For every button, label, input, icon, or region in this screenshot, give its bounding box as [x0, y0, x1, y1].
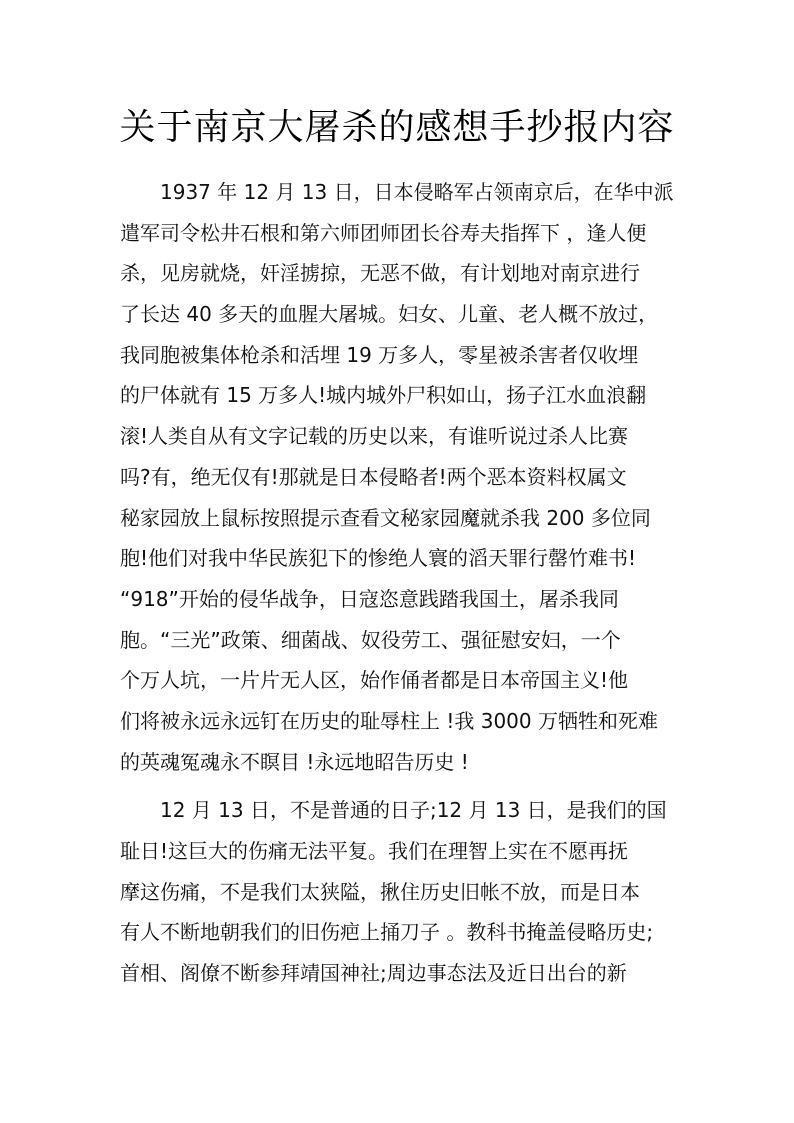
- text-line: 1937 年 12 月 13 日，日本侵略军占领南京后，在华中派: [120, 180, 674, 204]
- text-line: 首相、阁僚不断参拜靖国神社;周边事态法及近日出台的新: [120, 961, 627, 986]
- paragraph-spacer: [120, 782, 686, 790]
- text-line: 的英魂冤魂永不瞑目 !永远地昭告历史 !: [120, 749, 469, 774]
- text-line: 了长达 40 多天的血腥大屠城。妇女、儿童、老人概不放过，: [120, 302, 659, 327]
- text-line: 们将被永远永远钉在历史的耻辱柱上 !我 3000 万牺牲和死难: [120, 708, 658, 733]
- document-body: [120, 172, 686, 994]
- text-line: 摩这伤痛，不是我们太狭隘，揪住历史旧帐不放，而是日本: [120, 879, 640, 904]
- text-line: 秘家园放上鼠标按照提示查看文秘家园魔就杀我 200 多位同: [120, 505, 651, 530]
- text-line: “918”开始的侵华战争，日寇恣意践踏我国土，屠杀我同: [120, 586, 619, 611]
- text-line: 有人不断地朝我们的旧伤疤上捅刀子 。教科书掩盖侵略历史;: [120, 920, 654, 945]
- text-line: 滚!人类自从有文字记载的历史以来，有谁听说过杀人比赛: [120, 424, 629, 449]
- text-line: 吗?有，绝无仅有!那就是日本侵略者!两个恶本资料权属文: [120, 464, 627, 489]
- text-line: 的尸体就有 15 万多人!城内城外尸积如山，扬子江水血浪翻: [120, 383, 647, 408]
- paragraph: [120, 172, 686, 782]
- text-line: 我同胞被集体枪杀和活埋 19 万多人，零星被杀害者仅收埋: [120, 342, 639, 367]
- text-line: 遣军司令松井石根和第六师团师团长谷寿夫指挥下 ，逢人便: [120, 220, 647, 245]
- page-title: 关于南京大屠杀的感想手抄报内容: [119, 107, 675, 148]
- text-line: 个万人坑，一片片无人区，始作俑者都是日本帝国主义!他: [120, 668, 629, 693]
- text-line: 杀，见房就烧，奸淫掳掠，无恶不做，有计划地对南京进行: [120, 261, 640, 286]
- text-line: 胞!他们对我中华民族犯下的惨绝人寰的滔天罪行罄竹难书!: [120, 546, 637, 571]
- text-line: 胞。“三光”政策、细菌战、奴役劳工、强征慰安妇，一个: [120, 627, 621, 652]
- text-line: 耻日!这巨大的伤痛无法平复。我们在理智上实在不愿再抚: [120, 839, 629, 863]
- paragraph: [120, 790, 686, 993]
- text-line: 12 月 13 日，不是普通的日子;12 月 13 日，是我们的国: [120, 798, 667, 823]
